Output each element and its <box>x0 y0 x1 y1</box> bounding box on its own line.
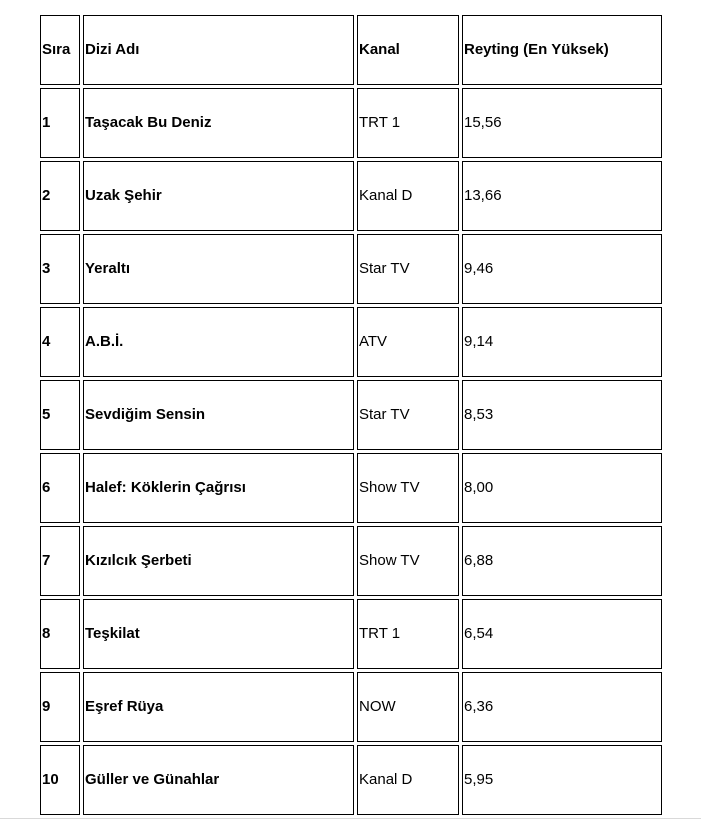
cell-rating: 5,95 <box>462 745 662 815</box>
cell-title: A.B.İ. <box>83 307 354 377</box>
cell-rating: 8,53 <box>462 380 662 450</box>
table-row <box>40 599 662 669</box>
ratings-table <box>37 12 665 818</box>
page-bottom-divider <box>0 818 701 819</box>
cell-rating: 9,14 <box>462 307 662 377</box>
cell-rating: 6,36 <box>462 672 662 742</box>
table-row <box>40 234 662 304</box>
cell-channel: Kanal D <box>357 745 459 815</box>
table-row <box>40 526 662 596</box>
cell-rank: 10 <box>40 745 80 815</box>
cell-title: Uzak Şehir <box>83 161 354 231</box>
cell-rank: 5 <box>40 380 80 450</box>
cell-rating: 6,88 <box>462 526 662 596</box>
cell-rank: 8 <box>40 599 80 669</box>
cell-rating: 8,00 <box>462 453 662 523</box>
table-row <box>40 672 662 742</box>
table-row <box>40 88 662 158</box>
table-row <box>40 307 662 377</box>
cell-channel: Kanal D <box>357 161 459 231</box>
cell-rating: 9,46 <box>462 234 662 304</box>
cell-rank: 6 <box>40 453 80 523</box>
header-title: Dizi Adı <box>83 15 354 85</box>
cell-title: Sevdiğim Sensin <box>83 380 354 450</box>
cell-title: Halef: Köklerin Çağrısı <box>83 453 354 523</box>
cell-title: Taşacak Bu Deniz <box>83 88 354 158</box>
cell-channel: Star TV <box>357 380 459 450</box>
cell-rating: 6,54 <box>462 599 662 669</box>
header-rating: Reyting (En Yüksek) <box>462 15 662 85</box>
cell-channel: NOW <box>357 672 459 742</box>
cell-channel: TRT 1 <box>357 88 459 158</box>
table-row <box>40 453 662 523</box>
cell-rank: 1 <box>40 88 80 158</box>
table-row <box>40 161 662 231</box>
table-row <box>40 380 662 450</box>
cell-channel: TRT 1 <box>357 599 459 669</box>
cell-rank: 2 <box>40 161 80 231</box>
table-header-row <box>40 15 662 85</box>
cell-title: Teşkilat <box>83 599 354 669</box>
table-body <box>40 15 662 815</box>
cell-channel: Star TV <box>357 234 459 304</box>
cell-rank: 4 <box>40 307 80 377</box>
cell-rank: 3 <box>40 234 80 304</box>
cell-rating: 15,56 <box>462 88 662 158</box>
cell-title: Kızılcık Şerbeti <box>83 526 354 596</box>
header-channel: Kanal <box>357 15 459 85</box>
cell-rank: 9 <box>40 672 80 742</box>
cell-channel: Show TV <box>357 526 459 596</box>
table-row <box>40 745 662 815</box>
cell-rank: 7 <box>40 526 80 596</box>
cell-channel: ATV <box>357 307 459 377</box>
cell-rating: 13,66 <box>462 161 662 231</box>
cell-channel: Show TV <box>357 453 459 523</box>
cell-title: Yeraltı <box>83 234 354 304</box>
cell-title: Eşref Rüya <box>83 672 354 742</box>
cell-title: Güller ve Günahlar <box>83 745 354 815</box>
header-rank: Sıra <box>40 15 80 85</box>
